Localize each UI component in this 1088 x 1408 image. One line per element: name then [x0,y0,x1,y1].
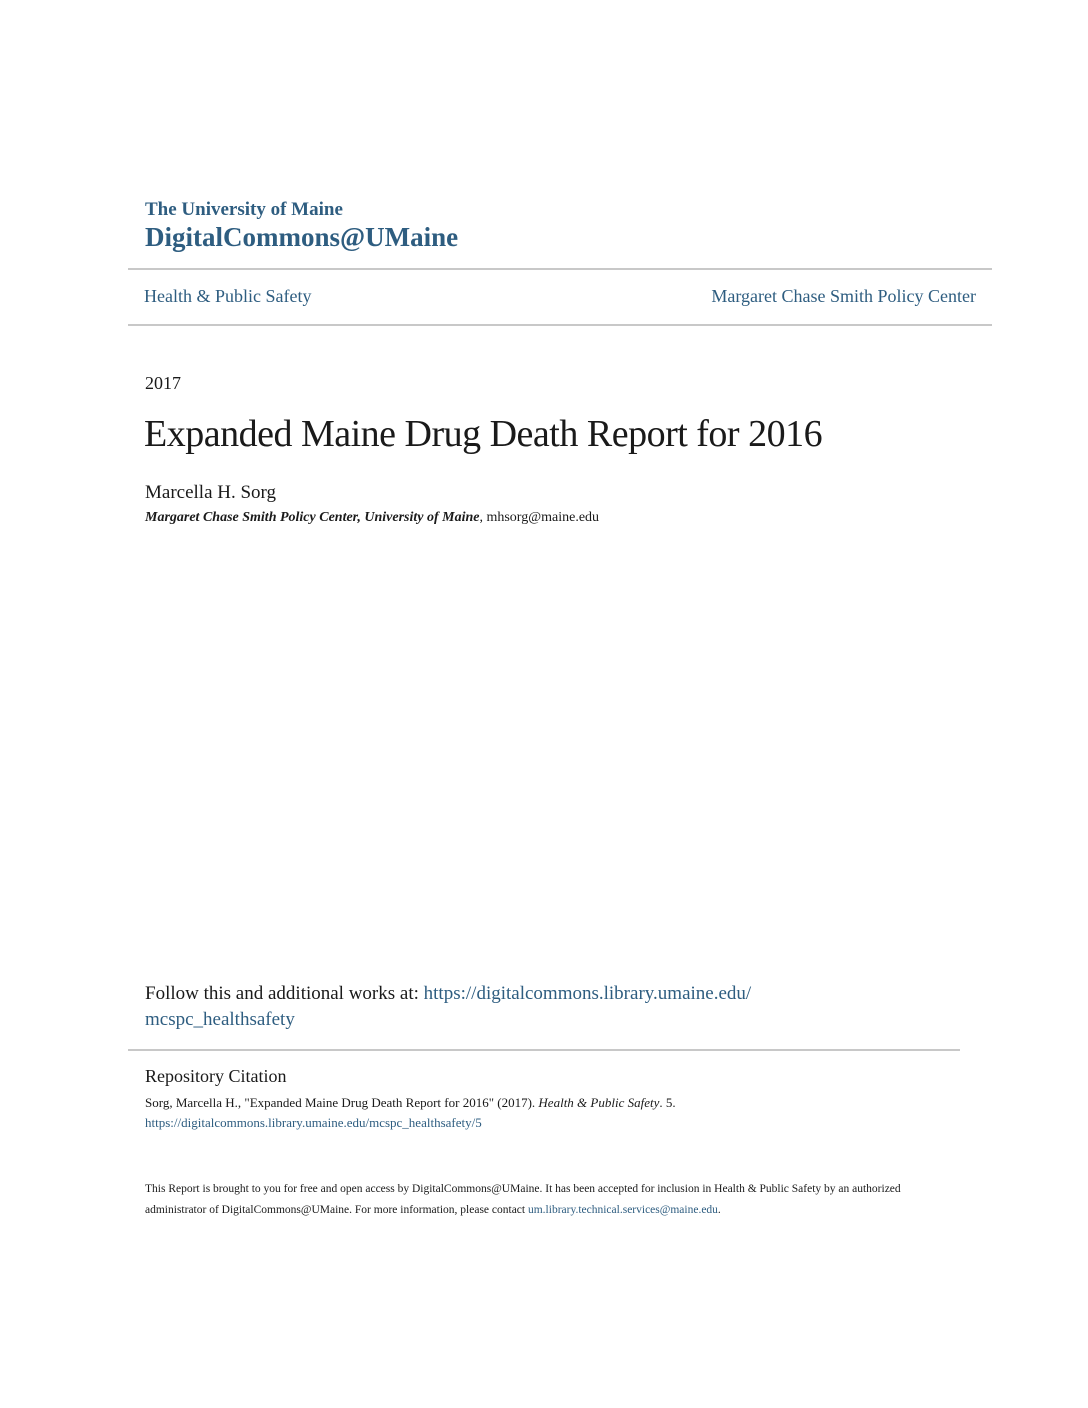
citation-text-start: Sorg, Marcella H., "Expanded Maine Drug Death Report for 2016" (2017). [145,1095,539,1110]
affiliation-name: Margaret Chase Smith Policy Center, University of Maine [145,510,480,525]
citation-divider [128,1049,960,1051]
collection-url-link-cont[interactable]: mcspc_healthsafety [145,1009,295,1030]
contact-email-link[interactable]: um.library.technical.services@maine.edu [527,1204,718,1216]
author-affiliation [145,510,599,526]
institution-name[interactable]: The University of Maine [145,199,343,220]
citation-series: Health & Public Safety [538,1095,660,1110]
publication-year: 2017 [145,373,181,393]
author-email: , mhsorg@maine.edu [479,510,600,525]
citation-heading: Repository Citation [145,1066,287,1086]
header-divider-bottom [128,324,992,326]
repository-name[interactable]: DigitalCommons@UMaine [145,222,459,252]
author-name: Marcella H. Sorg [145,482,277,503]
collection-link-policy-center[interactable]: Margaret Chase Smith Policy Center [711,286,976,306]
follow-works [145,981,751,1033]
document-title: Expanded Maine Drug Death Report for 2016 [144,413,823,455]
collection-link-health-public-safety[interactable]: Health & Public Safety [144,286,312,306]
footer-end: . [717,1204,721,1216]
citation-url-link[interactable]: https://digitalcommons.library.umaine.edu/mcspc_healthsafety/5 [145,1115,482,1130]
header-divider-top [128,268,992,270]
citation-text [145,1095,676,1111]
footer-text: This Report is brought to you for free and open access by DigitalCommons@UMaine. It has been accepted for inclusion in Health & Public Safety by an authorized administrator of DigitalCommons@UMaine. For more information, please contact [145,1183,901,1216]
citation-text-end: . 5. [659,1095,676,1110]
open-access-notice [145,1179,945,1221]
collection-url-link[interactable]: https://digitalcommons.library.umaine.edu/ [423,983,752,1004]
follow-text: Follow this and additional works at: [145,983,424,1004]
